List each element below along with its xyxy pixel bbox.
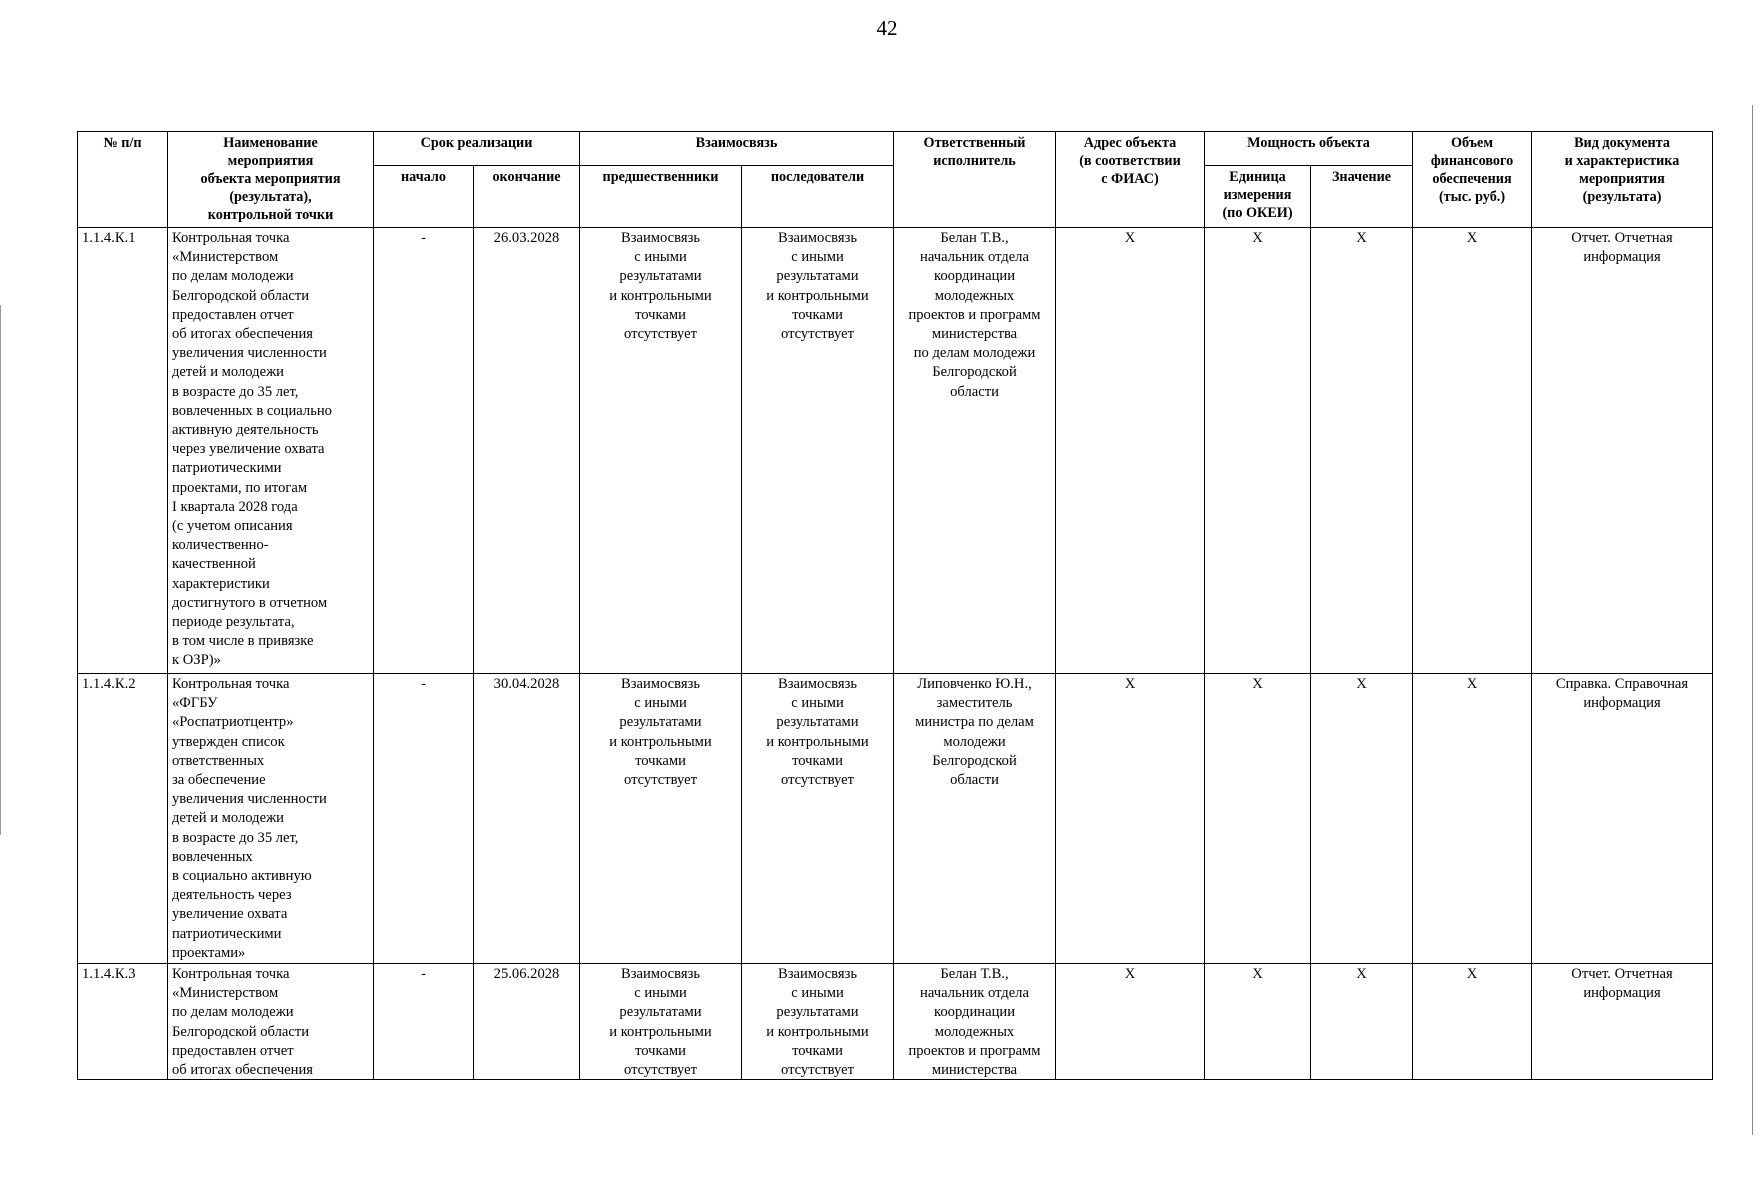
row-num: 1.1.4.К.3 <box>78 964 168 1080</box>
header-period-start: начало <box>374 166 474 228</box>
row-unit: X <box>1205 228 1311 674</box>
row-value: X <box>1311 674 1413 964</box>
header-address: Адрес объекта (в соответствии с ФИАС) <box>1056 132 1205 228</box>
table-row <box>78 674 1713 964</box>
row-doc: Отчет. Отчетная информация <box>1532 228 1713 674</box>
header-capacity-unit: Единица измерения (по ОКЕИ) <box>1205 166 1311 228</box>
row-end: 30.04.2028 <box>474 674 580 964</box>
row-pred: Взаимосвязь с иными результатами и контрольными точками отсутствует <box>580 228 742 674</box>
row-start: - <box>374 228 474 674</box>
page-number: 42 <box>876 16 898 40</box>
row-finance: X <box>1413 964 1532 1080</box>
table-row <box>78 964 1713 1080</box>
row-address: X <box>1056 228 1205 674</box>
header-doc: Вид документа и характеристика мероприятия (результата) <box>1532 132 1713 228</box>
row-end: 25.06.2028 <box>474 964 580 1080</box>
row-responsible: Липовченко Ю.Н., заместитель министра по делам молодежи Белгородской области <box>894 674 1056 964</box>
table-row <box>78 228 1713 674</box>
header-capacity: Мощность объекта <box>1205 132 1413 166</box>
header-link-succ: последователи <box>742 166 894 228</box>
row-succ: Взаимосвязь с иными результатами и контрольными точками отсутствует <box>742 228 894 674</box>
row-value: X <box>1311 964 1413 1080</box>
row-responsible: Белан Т.В., начальник отдела координации молодежных проектов и программ министерства по делам молодежи Белгородской области <box>894 228 1056 674</box>
scan-edge-left <box>0 305 1 835</box>
row-start: - <box>374 674 474 964</box>
row-responsible-cell <box>894 964 1056 1080</box>
row-name: Контрольная точка «Министерством по делам молодежи Белгородской области предоставлен отчет об итогах обеспечения <box>172 966 313 1079</box>
row-start: - <box>374 964 474 1080</box>
row-responsible: Белан Т.В., начальник отдела координации молодежных проектов и программ министерства <box>908 966 1041 1079</box>
row-finance: X <box>1413 228 1532 674</box>
row-name: Контрольная точка «Министерством по делам молодежи Белгородской области предоставлен отчет об итогах обеспечения увеличения численности детей и молодежи в возрасте до 35 лет, вовлеченных в социально активную деятельность через увеличение охвата патриотическими проектами, по итогам I квартала 2028 года (с учетом описания количественно- качественной характеристики достигнутого в отчетном периоде результата, в том числе в привязке к ОЗР)» <box>168 228 374 674</box>
header-period: Срок реализации <box>374 132 580 166</box>
row-num: 1.1.4.К.2 <box>78 674 168 964</box>
row-doc: Справка. Справочная информация <box>1532 674 1713 964</box>
row-doc: Отчет. Отчетная информация <box>1532 964 1713 1080</box>
header-capacity-value: Значение <box>1311 166 1413 228</box>
header-finance: Объем финансового обеспечения (тыс. руб.) <box>1413 132 1532 228</box>
row-succ: Взаимосвязь с иными результатами и контрольными точками отсутствует <box>766 966 869 1079</box>
row-address: X <box>1056 964 1205 1080</box>
row-name-cell <box>168 964 374 1080</box>
header-name: Наименование мероприятия объекта мероприятия (результата), контрольной точки <box>168 132 374 228</box>
header-responsible: Ответственный исполнитель <box>894 132 1056 228</box>
row-name: Контрольная точка «ФГБУ «Роспатриотцентр» утвержден список ответственных за обеспечение увеличения численности детей и молодежи в возрасте до 35 лет, вовлеченных в социально активную деятельность через увеличение охвата патриотическими проектами» <box>168 674 374 964</box>
row-pred-cell <box>580 964 742 1080</box>
scan-edge-right <box>1752 105 1753 1135</box>
row-unit: X <box>1205 674 1311 964</box>
header-link-pred: предшественники <box>580 166 742 228</box>
header-num: № п/п <box>78 132 168 228</box>
row-pred: Взаимосвязь с иными результатами и контрольными точками отсутствует <box>580 674 742 964</box>
row-succ: Взаимосвязь с иными результатами и контрольными точками отсутствует <box>742 674 894 964</box>
header-link: Взаимосвязь <box>580 132 894 166</box>
row-end: 26.03.2028 <box>474 228 580 674</box>
row-address: X <box>1056 674 1205 964</box>
row-pred: Взаимосвязь с иными результатами и контрольными точками отсутствует <box>609 966 712 1079</box>
table-body <box>78 228 1713 1080</box>
header-period-end: окончание <box>474 166 580 228</box>
row-num: 1.1.4.К.1 <box>78 228 168 674</box>
events-table <box>77 131 1713 1080</box>
row-value: X <box>1311 228 1413 674</box>
row-finance: X <box>1413 674 1532 964</box>
row-unit: X <box>1205 964 1311 1080</box>
table-header <box>78 132 1713 228</box>
row-succ-cell <box>742 964 894 1080</box>
